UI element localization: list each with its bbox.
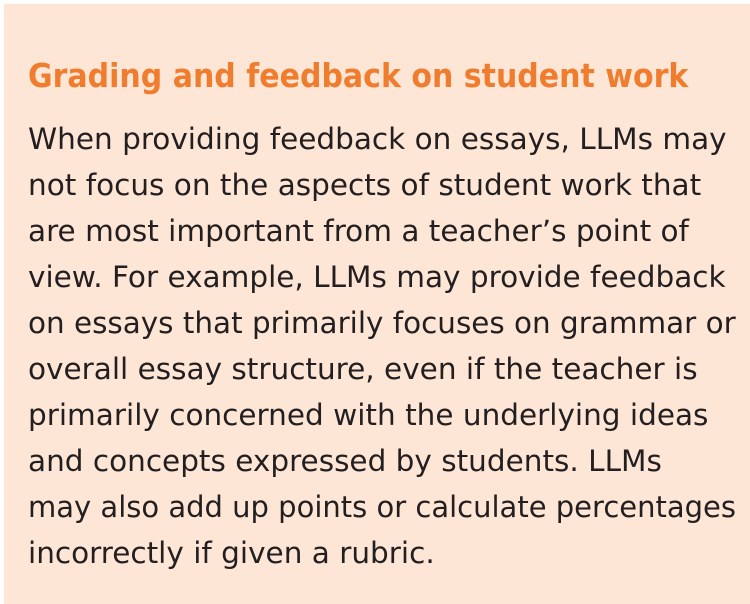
callout-body [28,116,748,576]
body-line: overall essay structure, even if the teacher is [28,352,698,386]
body-line: on essays that primarily focuses on grammar or [28,306,736,340]
body-line: are most important from a teacher’s point of [28,214,689,248]
body-line: and concepts expressed by students. LLMs [28,444,662,478]
body-line: primarily concerned with the underlying ideas [28,398,709,432]
body-line: not focus on the aspects of student work that [28,168,702,202]
callout-box [4,4,750,604]
body-line: may also add up points or calculate percentages [28,490,737,524]
callout-title: Grading and feedback on student work [28,56,689,95]
body-line: incorrectly if given a rubric. [28,536,435,570]
body-line: view. For example, LLMs may provide feedback [28,260,726,294]
body-line: When providing feedback on essays, LLMs may [28,122,727,156]
